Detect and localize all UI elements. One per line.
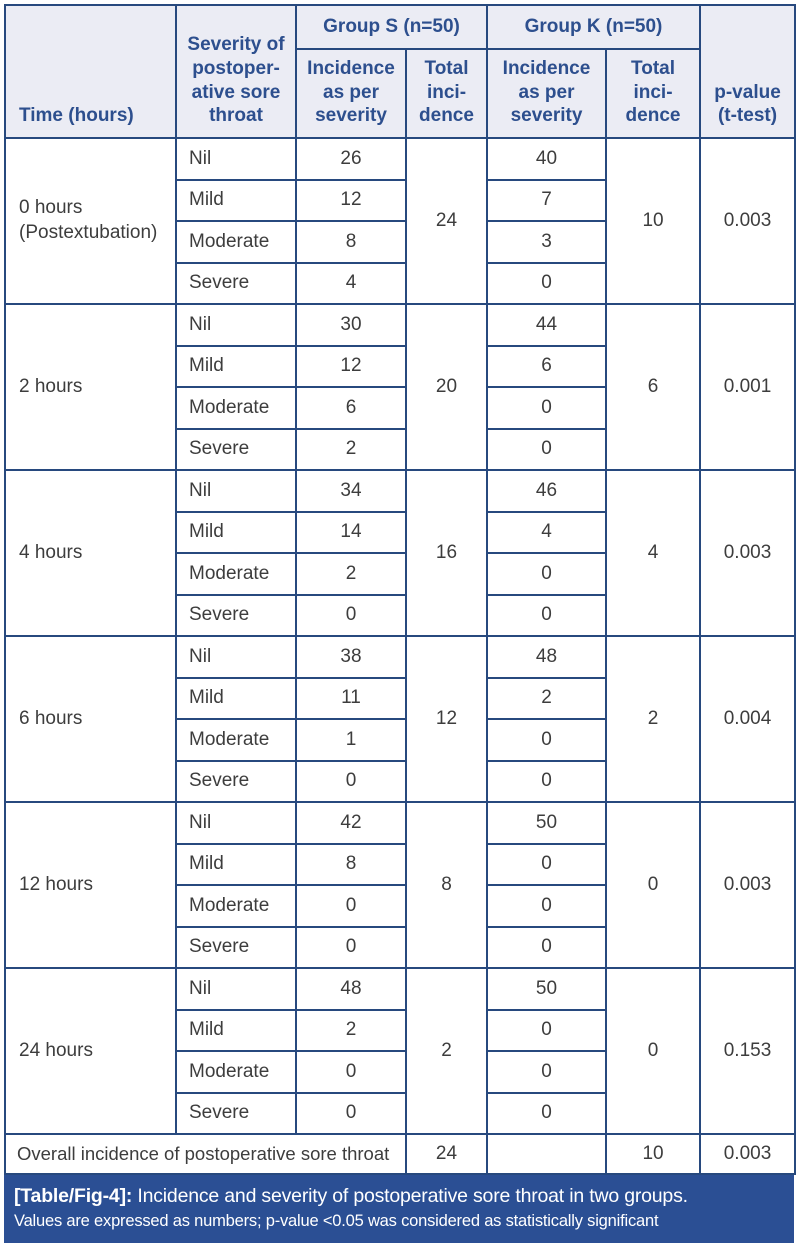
col-header-severity: Severity of postoperative sore throat [176, 5, 296, 138]
header-row-groups [5, 5, 795, 49]
severity-cell: Mild [176, 678, 296, 720]
overall-label-cell: Overall incidence of postoperative sore throat [5, 1134, 406, 1174]
incidence-s-cell: 0 [296, 927, 406, 969]
incidence-k-cell: 6 [487, 346, 606, 388]
total-incidence-s-cell: 20 [406, 304, 487, 470]
col-header-time: Time (hours) [5, 5, 176, 138]
severity-cell: Moderate [176, 387, 296, 429]
overall-total-k-cell: 10 [606, 1134, 700, 1174]
severity-cell: Severe [176, 761, 296, 803]
severity-cell: Nil [176, 968, 296, 1010]
incidence-k-cell: 50 [487, 802, 606, 844]
figure-caption-line [14, 1184, 784, 1208]
incidence-k-cell: 0 [487, 263, 606, 305]
severity-cell: Mild [176, 512, 296, 554]
p-value-cell: 0.004 [700, 636, 795, 802]
time-cell: 2 hours [5, 304, 176, 470]
total-incidence-k-cell: 0 [606, 968, 700, 1134]
table-row [5, 304, 795, 346]
severity-cell: Moderate [176, 719, 296, 761]
incidence-k-cell: 40 [487, 138, 606, 180]
table-header [5, 5, 795, 138]
col-header-total-s: Total incidence [406, 49, 487, 138]
overall-total-s-cell: 24 [406, 1134, 487, 1174]
results-table [4, 4, 796, 1175]
severity-cell: Nil [176, 470, 296, 512]
severity-cell: Nil [176, 304, 296, 346]
incidence-k-cell: 44 [487, 304, 606, 346]
incidence-s-cell: 0 [296, 595, 406, 637]
total-incidence-s-cell: 24 [406, 138, 487, 304]
incidence-k-cell: 0 [487, 429, 606, 471]
incidence-s-cell: 4 [296, 263, 406, 305]
incidence-s-cell: 38 [296, 636, 406, 678]
total-incidence-k-cell: 2 [606, 636, 700, 802]
total-incidence-k-cell: 4 [606, 470, 700, 636]
incidence-s-cell: 26 [296, 138, 406, 180]
p-value-cell: 0.003 [700, 470, 795, 636]
figure-caption: Incidence and severity of postoperative sore throat in two groups. [137, 1185, 688, 1207]
incidence-s-cell: 0 [296, 885, 406, 927]
incidence-k-cell: 0 [487, 1051, 606, 1093]
time-cell: 0 hours (Postextubation) [5, 138, 176, 304]
total-incidence-s-cell: 12 [406, 636, 487, 802]
incidence-s-cell: 12 [296, 180, 406, 222]
severity-cell: Severe [176, 429, 296, 471]
incidence-k-cell: 0 [487, 1093, 606, 1135]
incidence-s-cell: 8 [296, 844, 406, 886]
table-row [5, 470, 795, 512]
incidence-k-cell: 7 [487, 180, 606, 222]
incidence-s-cell: 0 [296, 1051, 406, 1093]
overall-p-value-cell: 0.003 [700, 1134, 795, 1174]
severity-cell: Mild [176, 180, 296, 222]
incidence-s-cell: 48 [296, 968, 406, 1010]
incidence-s-cell: 12 [296, 346, 406, 388]
col-header-group-s: Group S (n=50) [296, 5, 487, 49]
severity-cell: Nil [176, 138, 296, 180]
severity-cell: Severe [176, 1093, 296, 1135]
severity-cell: Mild [176, 346, 296, 388]
incidence-k-cell: 0 [487, 844, 606, 886]
col-header-incidence-s: Incidence as per severity [296, 49, 406, 138]
incidence-k-cell: 2 [487, 678, 606, 720]
figure-tag: [Table/Fig-4]: [14, 1185, 133, 1207]
time-cell: 6 hours [5, 636, 176, 802]
incidence-k-cell: 0 [487, 387, 606, 429]
incidence-k-cell: 0 [487, 1010, 606, 1052]
incidence-k-cell: 0 [487, 761, 606, 803]
incidence-s-cell: 34 [296, 470, 406, 512]
severity-cell: Moderate [176, 1051, 296, 1093]
severity-cell: Severe [176, 927, 296, 969]
severity-cell: Mild [176, 844, 296, 886]
incidence-s-cell: 8 [296, 221, 406, 263]
incidence-s-cell: 11 [296, 678, 406, 720]
p-value-cell: 0.003 [700, 138, 795, 304]
figure-note: Values are expressed as numbers; p-value <0.05 was considered as statistically significant [14, 1212, 659, 1231]
incidence-s-cell: 14 [296, 512, 406, 554]
severity-cell: Severe [176, 595, 296, 637]
table-row [5, 802, 795, 844]
incidence-s-cell: 42 [296, 802, 406, 844]
col-header-p-value: p-value (t-test) [700, 5, 795, 138]
total-incidence-s-cell: 8 [406, 802, 487, 968]
incidence-k-cell: 48 [487, 636, 606, 678]
incidence-k-cell: 0 [487, 595, 606, 637]
p-value-cell: 0.153 [700, 968, 795, 1134]
incidence-k-cell: 0 [487, 927, 606, 969]
incidence-k-cell: 0 [487, 553, 606, 595]
severity-cell: Moderate [176, 885, 296, 927]
severity-cell: Nil [176, 802, 296, 844]
total-incidence-k-cell: 10 [606, 138, 700, 304]
overall-incidence-k-cell [487, 1134, 606, 1174]
incidence-s-cell: 30 [296, 304, 406, 346]
caption-bar [4, 1175, 794, 1243]
col-header-group-k: Group K (n=50) [487, 5, 700, 49]
table-row [5, 138, 795, 180]
time-cell: 4 hours [5, 470, 176, 636]
total-incidence-s-cell: 16 [406, 470, 487, 636]
incidence-k-cell: 46 [487, 470, 606, 512]
incidence-s-cell: 0 [296, 761, 406, 803]
incidence-s-cell: 6 [296, 387, 406, 429]
severity-cell: Nil [176, 636, 296, 678]
severity-cell: Severe [176, 263, 296, 305]
severity-cell: Moderate [176, 553, 296, 595]
severity-cell: Moderate [176, 221, 296, 263]
time-cell: 24 hours [5, 968, 176, 1134]
table-row [5, 968, 795, 1010]
incidence-s-cell: 0 [296, 1093, 406, 1135]
col-header-incidence-k: Incidence as per severity [487, 49, 606, 138]
table-body [5, 138, 795, 1174]
incidence-k-cell: 0 [487, 719, 606, 761]
incidence-s-cell: 1 [296, 719, 406, 761]
incidence-s-cell: 2 [296, 553, 406, 595]
incidence-s-cell: 2 [296, 1010, 406, 1052]
incidence-k-cell: 3 [487, 221, 606, 263]
incidence-k-cell: 4 [487, 512, 606, 554]
severity-cell: Mild [176, 1010, 296, 1052]
col-header-total-k: Total incidence [606, 49, 700, 138]
table-row [5, 636, 795, 678]
incidence-s-cell: 2 [296, 429, 406, 471]
time-cell: 12 hours [5, 802, 176, 968]
total-incidence-s-cell: 2 [406, 968, 487, 1134]
p-value-cell: 0.001 [700, 304, 795, 470]
incidence-k-cell: 0 [487, 885, 606, 927]
p-value-cell: 0.003 [700, 802, 795, 968]
total-incidence-k-cell: 0 [606, 802, 700, 968]
total-incidence-k-cell: 6 [606, 304, 700, 470]
overall-row [5, 1134, 795, 1174]
incidence-k-cell: 50 [487, 968, 606, 1010]
